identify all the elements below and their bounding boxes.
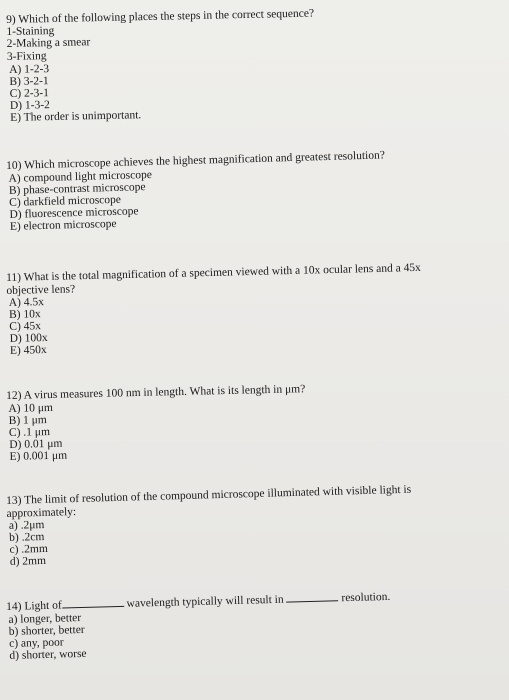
question-14-part-2: wavelength typically will result in xyxy=(126,593,284,610)
q13-option-d: d) 2mm xyxy=(9,554,47,568)
q12-option-a: A) 10 μm xyxy=(8,401,54,415)
q11-option-b: B) 10x xyxy=(8,308,41,321)
question-9-text: 9) Which of the following places the steps in the correct sequence? xyxy=(6,7,315,26)
q14-option-a: a) longer, better xyxy=(8,611,82,626)
q11-option-d: D) 100x xyxy=(9,332,48,345)
step-2: 2-Making a smear xyxy=(6,36,91,51)
q11-option-c: C) 45x xyxy=(9,320,42,333)
q9-option-b: B) 3-2-1 xyxy=(9,74,49,88)
q9-option-a: A) 1-2-3 xyxy=(9,62,50,76)
q10-option-b: B) phase-contrast microscope xyxy=(8,180,146,197)
q12-option-b: B) 1 μm xyxy=(8,413,47,427)
step-3: 3-Fixing xyxy=(6,49,47,63)
question-13-text-line-1: 13) The limit of resolution of the compound microscope illuminated with visible light is xyxy=(6,483,412,507)
step-1: 1-Staining xyxy=(6,25,55,39)
q9-option-d: D) 1-3-2 xyxy=(9,98,50,112)
q14-option-b: b) shorter, better xyxy=(8,623,85,638)
question-11-text-line-2: objective lens? xyxy=(6,282,76,297)
question-14-part-1: 14) Light of xyxy=(6,599,62,613)
q11-option-e: E) 450x xyxy=(9,344,47,357)
question-11 xyxy=(6,260,503,357)
question-13 xyxy=(6,481,503,568)
question-12 xyxy=(6,379,503,463)
q9-option-c: C) 2-3-1 xyxy=(9,86,50,100)
q10-option-c: C) darkfield microscope xyxy=(9,193,122,209)
q10-option-d: D) fluorescence microscope xyxy=(9,204,139,221)
answer-blank-2 xyxy=(286,591,338,602)
q13-option-c: c) .2mm xyxy=(9,542,49,556)
q12-option-c: C) .1 μm xyxy=(8,425,51,439)
q12-option-e: E) 0.001 μm xyxy=(9,449,68,463)
q9-option-e: E) The order is unimportant. xyxy=(10,109,142,124)
question-14 xyxy=(6,587,502,661)
question-10 xyxy=(6,146,503,232)
answer-blank-1 xyxy=(62,597,124,609)
question-9 xyxy=(6,4,503,124)
question-13-text-line-2: approximately: xyxy=(6,505,77,520)
q13-option-a: a) .2μm xyxy=(8,518,45,532)
q14-option-c: c) any, poor xyxy=(8,636,64,650)
q13-option-b: b) .2cm xyxy=(9,530,45,544)
question-12-text: 12) A virus measures 100 nm in length. What is its length in μm? xyxy=(6,383,306,402)
q14-option-d: d) shorter, worse xyxy=(9,647,87,662)
q11-option-a: A) 4.5x xyxy=(8,296,45,309)
q10-option-a: A) compound light microscope xyxy=(8,168,153,185)
question-10-text: 10) Which microscope achieves the highest magnification and greatest resolution? xyxy=(6,149,386,172)
q12-option-d: D) 0.01 μm xyxy=(9,437,63,451)
question-11-text-line-1: 11) What is the total magnification of a specimen viewed with a 10x ocular lens and a 45x xyxy=(6,261,422,284)
question-14-part-3: resolution. xyxy=(341,590,391,605)
q10-option-e: E) electron microscope xyxy=(9,217,117,233)
